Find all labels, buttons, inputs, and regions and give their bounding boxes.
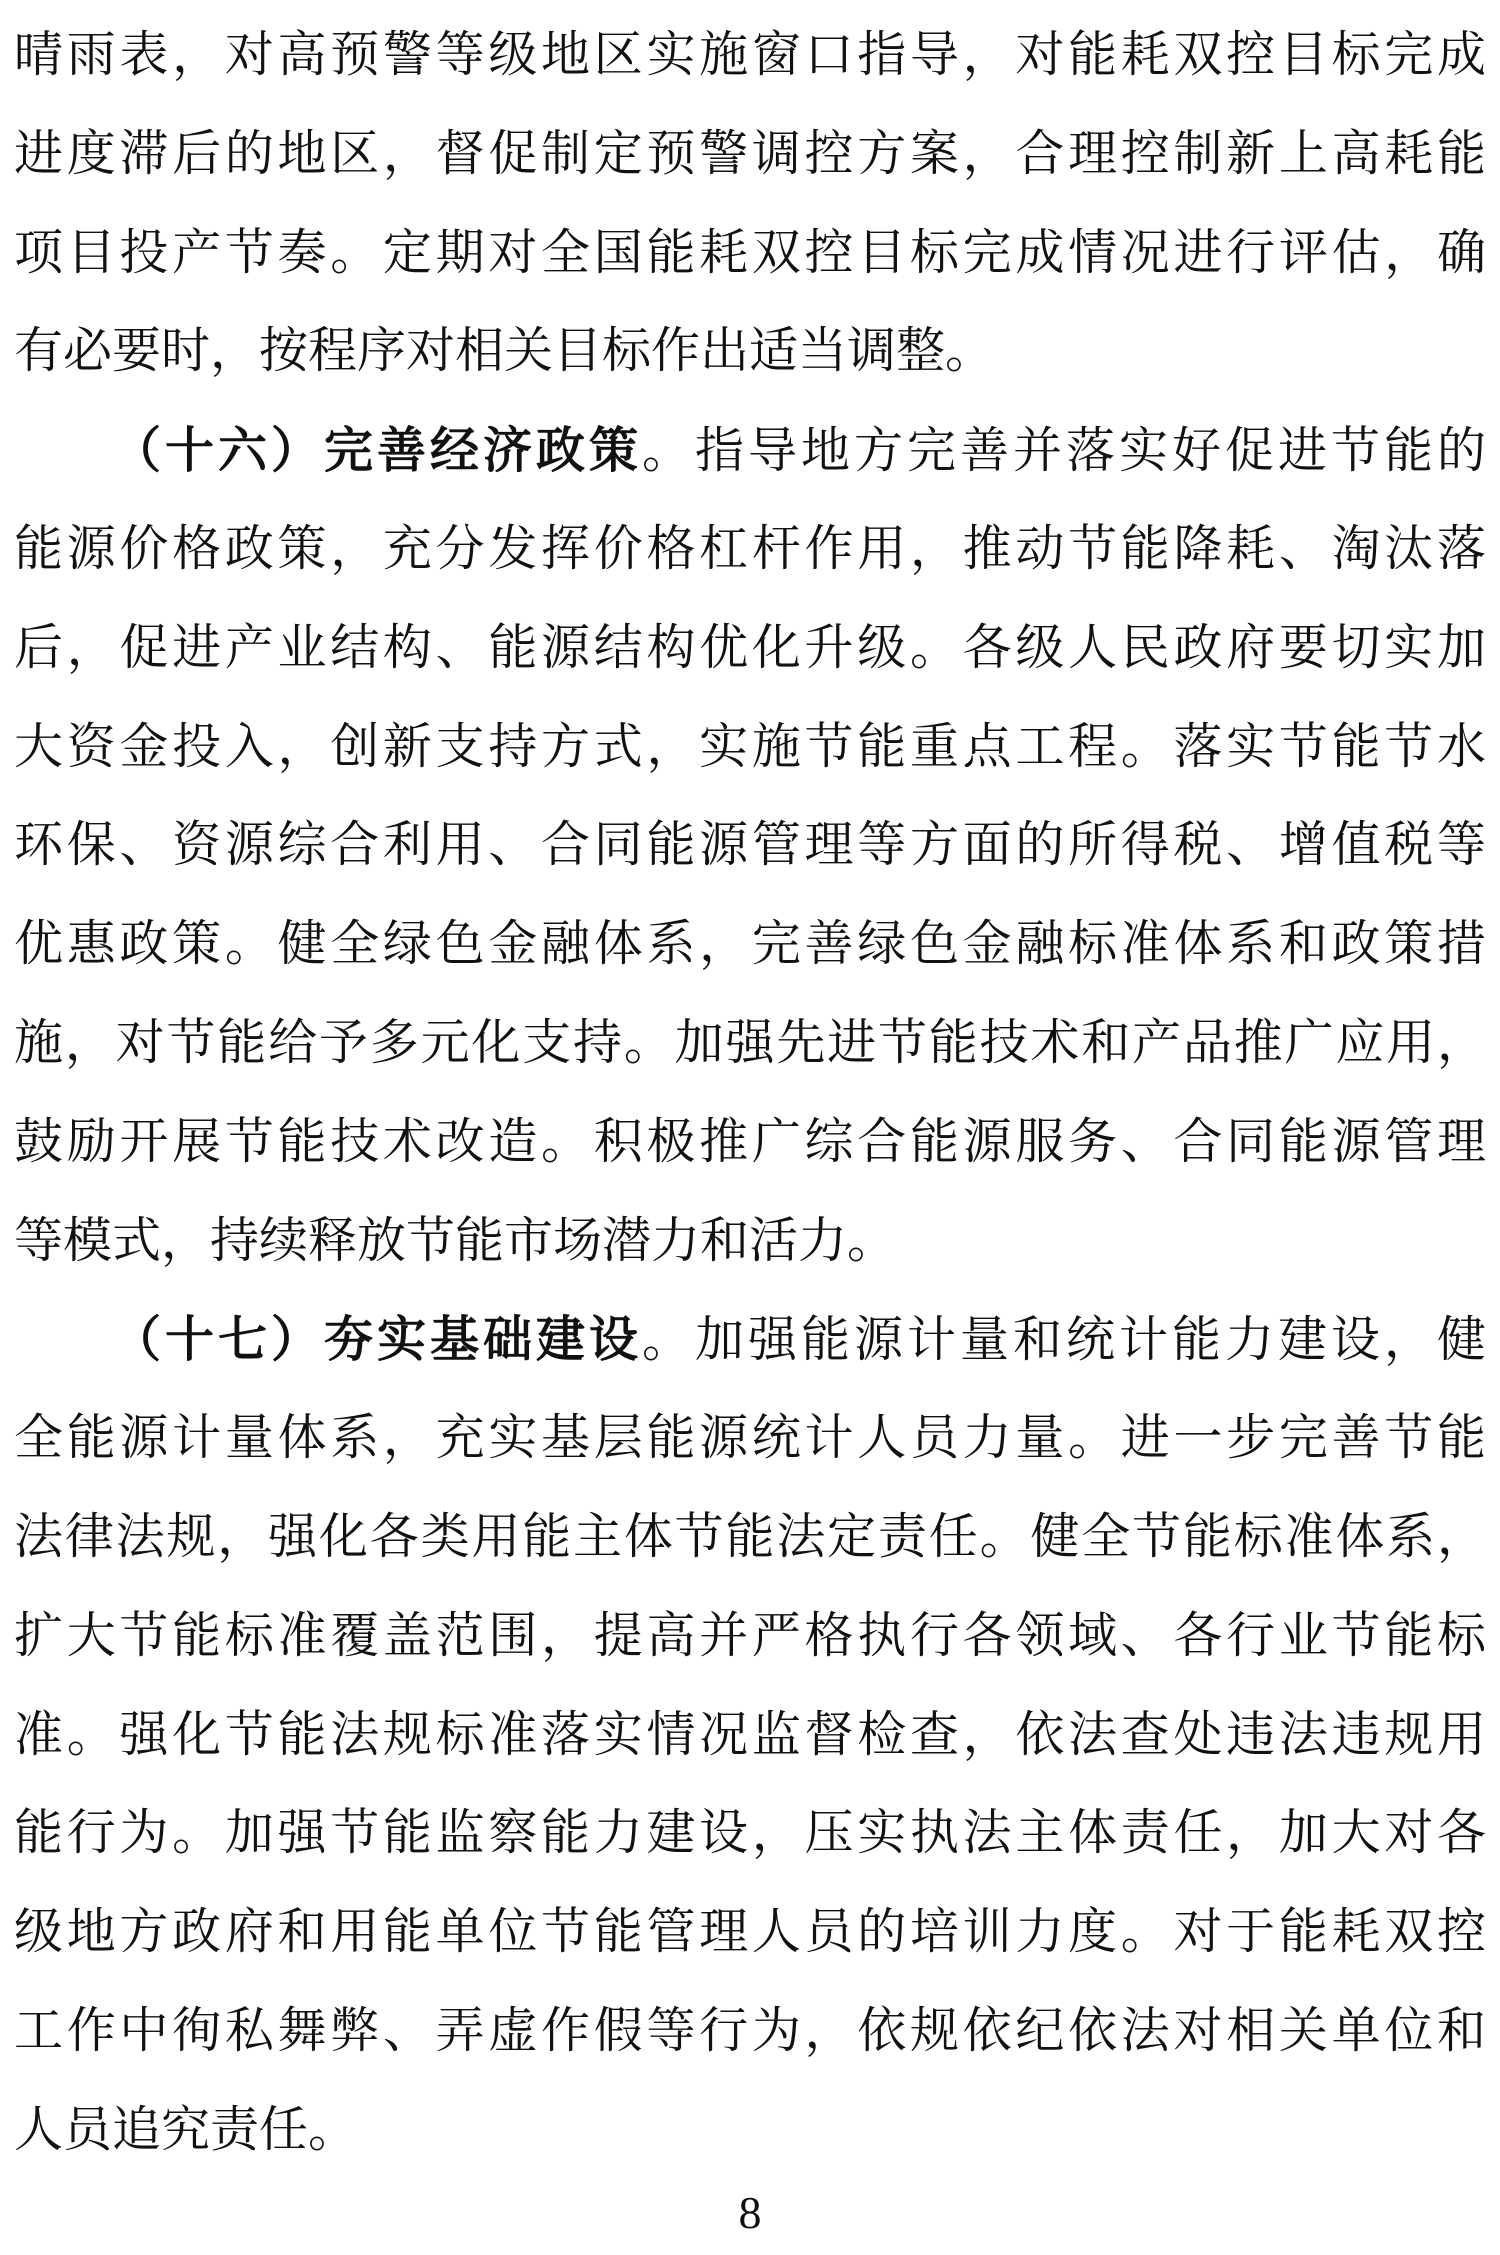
text-line xyxy=(14,1290,1486,1389)
text-line xyxy=(14,401,1486,500)
document-body xyxy=(14,6,1486,2180)
text-line: 扩大节能标准覆盖范围，提高并严格执行各领域、各行业节能标 xyxy=(14,1606,1486,1664)
text-line: 法律法规，强化各类用能主体节能法定责任。健全节能标准体系， xyxy=(14,1507,1486,1565)
section-heading-16: （十六）完善经济政策 xyxy=(112,421,642,480)
paragraph-economic-policy xyxy=(14,401,1486,1290)
text-line: 优惠政策。健全绿色金融体系，完善绿色金融标准体系和政策措 xyxy=(14,915,1486,973)
text-line: 晴雨表，对高预警等级地区实施窗口指导，对能耗双控目标完成 xyxy=(14,26,1486,83)
text-line: 鼓励开展节能技术改造。积极推广综合能源服务、合同能源管理 xyxy=(14,1112,1486,1170)
text-line: 人员追究责任。 xyxy=(14,2100,358,2158)
heading-line-rest: 。指导地方完善并落实好促进节能的 xyxy=(642,422,1486,480)
text-line: 进度滞后的地区，督促制定预警调控方案，合理控制新上高耗能 xyxy=(14,124,1486,182)
text-line: 施，对节能给予多元化支持。加强先进节能技术和产品推广应用， xyxy=(14,1013,1486,1071)
text-line: 等模式，持续释放节能市场潜力和活力。 xyxy=(14,1211,897,1269)
paragraph-continuation xyxy=(14,6,1486,401)
section-heading-17: （十七）夯实基础建设 xyxy=(112,1310,642,1369)
text-line: 项目投产节奏。定期对全国能耗双控目标完成情况进行评估，确 xyxy=(14,223,1486,281)
text-line: 级地方政府和用能单位节能管理人员的培训力度。对于能耗双控 xyxy=(14,1903,1486,1961)
text-line: 工作中徇私舞弊、弄虚作假等行为，依规依纪依法对相关单位和 xyxy=(14,2001,1486,2059)
paragraph-infrastructure xyxy=(14,1290,1486,2179)
text-line: 环保、资源综合利用、合同能源管理等方面的所得税、增值税等 xyxy=(14,816,1486,874)
text-line: 能源价格政策，充分发挥价格杠杆作用，推动节能降耗、淘汰落 xyxy=(14,519,1486,577)
heading-line-rest: 。加强能源计量和统计能力建设，健 xyxy=(642,1311,1486,1369)
text-line: 大资金投入，创新支持方式，实施节能重点工程。落实节能节水 xyxy=(14,717,1486,775)
text-line: 有必要时，按程序对相关目标作出适当调整。 xyxy=(14,322,995,380)
page-number: 8 xyxy=(738,2187,762,2238)
text-line: 全能源计量体系，充实基层能源统计人员力量。进一步完善节能 xyxy=(14,1409,1486,1467)
text-line: 能行为。加强节能监察能力建设，压实执法主体责任，加大对各 xyxy=(14,1804,1486,1862)
text-line: 后，促进产业结构、能源结构优化升级。各级人民政府要切实加 xyxy=(14,618,1486,676)
text-line: 准。强化节能法规标准落实情况监督检查，依法查处违法违规用 xyxy=(14,1705,1486,1763)
